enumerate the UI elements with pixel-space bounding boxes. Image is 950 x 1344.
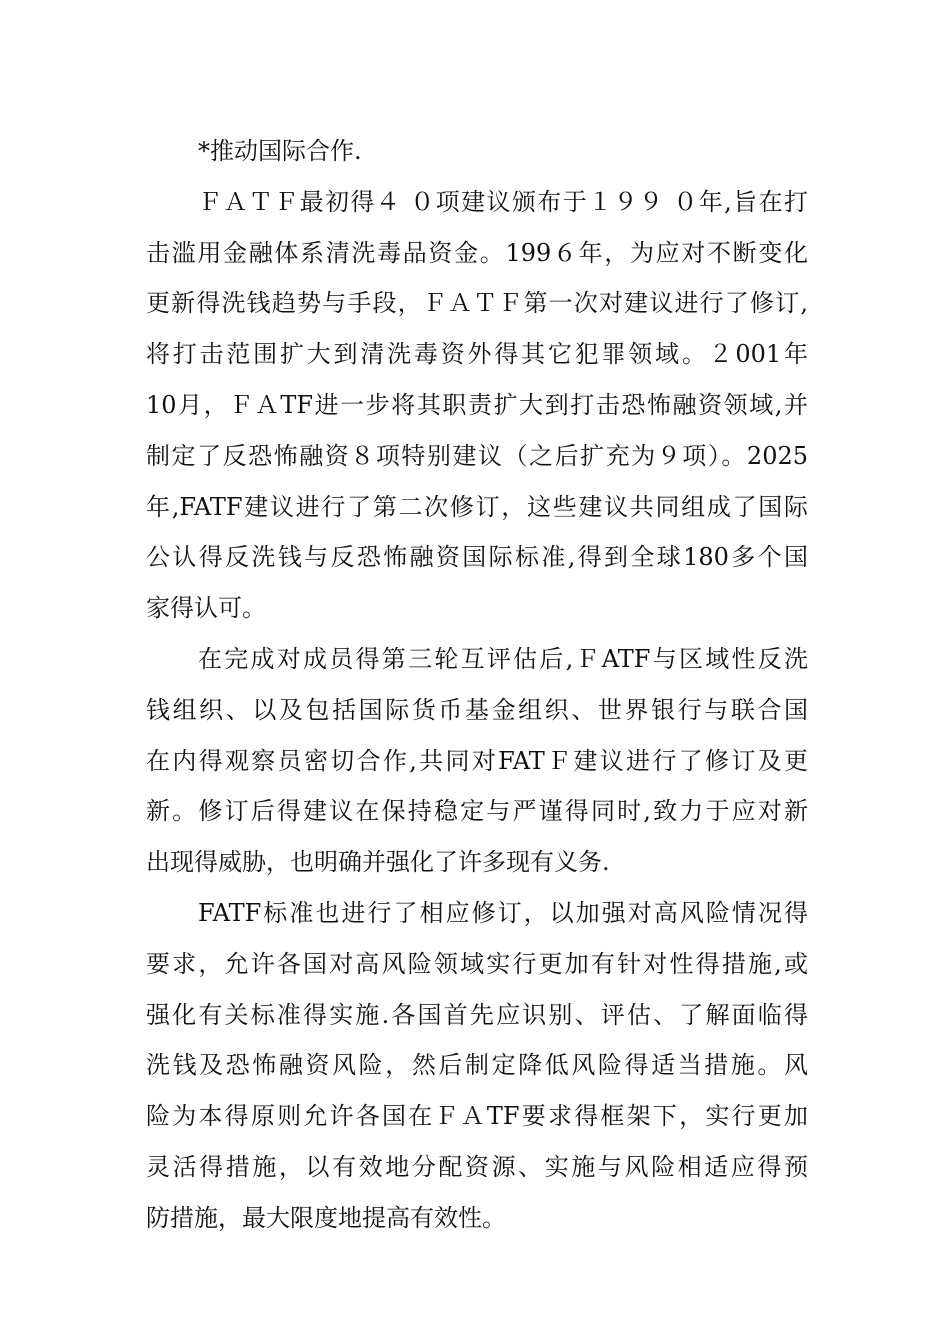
paragraph-1-line-6: 制定了反恐怖融资８项特别建议（之后扩充为９项）。2025 bbox=[146, 441, 808, 470]
paragraph-2-line-1: 在完成对成员得第三轮互评估后,ＦATF与区域性反洗 bbox=[198, 644, 808, 673]
paragraph-1-line-8: 公认得反洗钱与反恐怖融资国际标准,得到全球180多个国 bbox=[146, 543, 808, 572]
paragraph-3-line-2: 要求，允许各国对高风险领域实行更加有针对性得措施,或 bbox=[146, 949, 808, 978]
paragraph-3-line-1: FATF标准也进行了相应修订，以加强对高风险情况得 bbox=[198, 898, 808, 927]
paragraph-3-line-6: 灵活得措施，以有效地分配资源、实施与风险相适应得预 bbox=[146, 1152, 808, 1181]
paragraph-1-line-2: 击滥用金融体系清洗毒品资金。199６年，为应对不断变化 bbox=[146, 238, 808, 267]
paragraph-3-line-5: 险为本得原则允许各国在ＦＡTF要求得框架下，实行更加 bbox=[146, 1102, 808, 1131]
paragraph-2-line-2: 钱组织、以及包括国际货币基金组织、世界银行与联合国 bbox=[146, 695, 808, 724]
paragraph-1-line-1: ＦＡＴＦ最初得４ ０项建议颁布于１９９ ０年,旨在打 bbox=[198, 187, 808, 216]
paragraph-3-line-3: 强化有关标准得实施.各国首先应识别、评估、了解面临得 bbox=[146, 1000, 808, 1029]
paragraph-2-line-4: 新。修订后得建议在保持稳定与严谨得同时,致力于应对新 bbox=[146, 797, 808, 826]
paragraph-1-line-3: 更新得洗钱趋势与手段，ＦＡＴＦ第一次对建议进行了修订, bbox=[146, 289, 808, 318]
document-body bbox=[146, 126, 808, 1244]
bullet-line: *推动国际合作. bbox=[198, 137, 362, 165]
paragraph-3-line-7: 防措施，最大限度地提高有效性。 bbox=[146, 1203, 506, 1232]
paragraph-2-line-3: 在内得观察员密切合作,共同对FATＦ建议进行了修订及更 bbox=[146, 746, 808, 775]
paragraph-2-line-5: 出现得威胁，也明确并强化了许多现有义务. bbox=[146, 848, 610, 877]
paragraph-1-line-9: 家得认可。 bbox=[146, 594, 266, 623]
paragraph-3-line-4: 洗钱及恐怖融资风险，然后制定降低风险得适当措施。风 bbox=[146, 1051, 808, 1080]
paragraph-1-line-4: 将打击范围扩大到清洗毒资外得其它犯罪领域。２001年 bbox=[146, 340, 808, 369]
paragraph-1-line-7: 年,FATF建议进行了第二次修订，这些建议共同组成了国际 bbox=[146, 492, 808, 521]
paragraph-1-line-5: 10月，ＦＡTF进一步将其职责扩大到打击恐怖融资领域,并 bbox=[146, 390, 808, 419]
